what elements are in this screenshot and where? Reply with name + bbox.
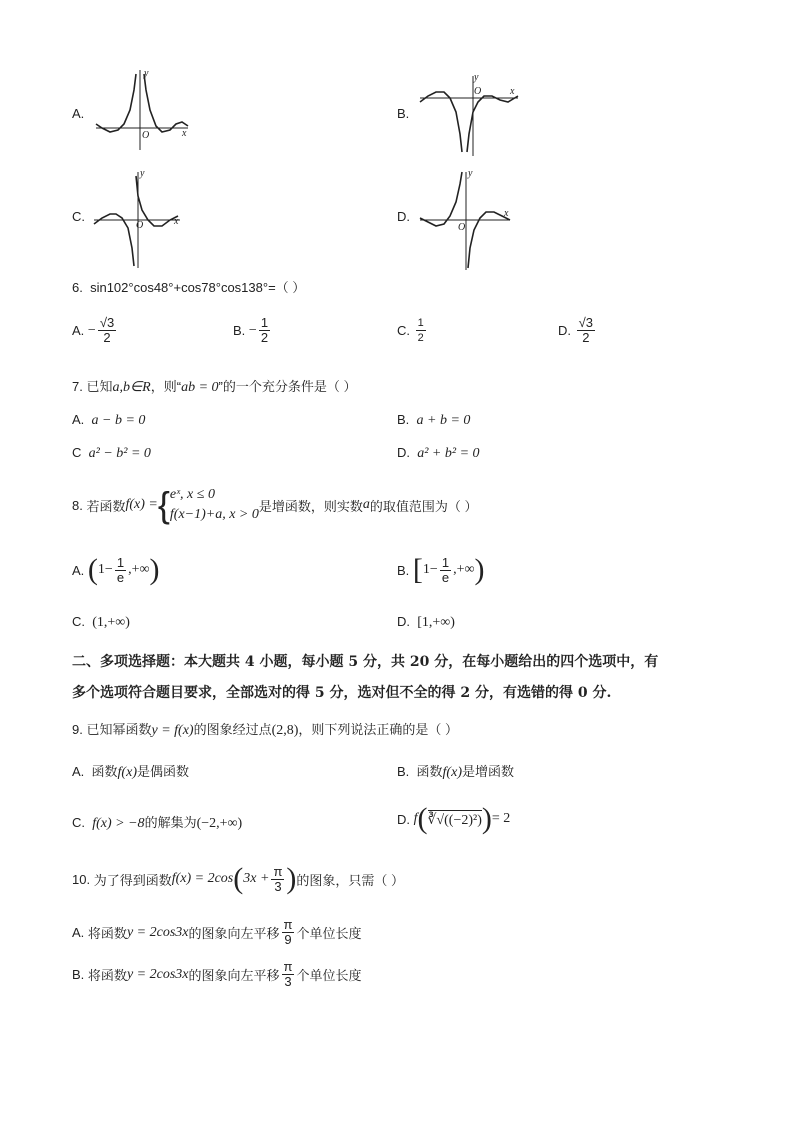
q10-stem-argument: 3x + [243,871,270,886]
q8-option-d-label: D. [397,614,410,629]
q7-option-c-text: a² − b² = 0 [88,446,151,461]
q9-option-d-label: D. [397,811,410,827]
q5-graph-a-x-label: x [182,128,187,139]
q10-option-a-numerator: π [283,917,293,932]
q6-stem-text: sin102°cos48°+cos78°cos138°=（ ） [90,280,306,295]
q7-stem-post: ”的一个充分条件是（ ） [218,379,357,394]
q8-option-a-label: A. [72,562,85,578]
q7-option-c-label: C [72,445,82,460]
q7-number: 7. [72,379,83,394]
q6-option-c-denominator: 2 [417,332,424,344]
q10-option-b-pre: 将函数 [87,968,127,983]
q5-graph-b-x-label: x [510,86,515,97]
q10-stem-pre: 为了得到函数 [93,872,172,888]
q10-stem-open-paren: ( [233,862,244,895]
q8-option-a-close-paren: ) [149,553,160,586]
q5-option-b-label[interactable]: B. [397,106,410,121]
q8-option-d-text: [1,+∞) [417,615,455,630]
q9-option-d-open-paren: ( [417,802,428,835]
q9-option-a[interactable] [72,761,189,781]
q9-option-b-post: 是增函数 [461,764,514,779]
q7-stem-mid: ，则“ [150,379,182,394]
q8-case-1: eˣ, x ≤ 0 [169,487,215,502]
q10-option-b-function: y = 2cos3x [126,966,189,982]
q9-option-d-post: = 2 [491,811,511,826]
q10-option-a-post: 个单位长度 [296,926,362,941]
q6-option-b-denominator: 2 [260,330,269,345]
q9-option-d-close-paren: ) [481,802,492,835]
q10-stem-function: f(x) = 2cos [171,871,234,886]
q5-option-d-label[interactable]: D. [397,209,410,224]
q8-option-d[interactable] [397,614,455,631]
q10-option-a[interactable] [72,918,362,947]
q7-option-b-label: B. [397,412,410,427]
q10-option-a-label: A. [72,925,85,940]
q6-stem [72,277,305,296]
q5-graph-c [92,168,187,268]
q9-option-a-label: A. [72,764,85,779]
q8-option-b-denominator: e [441,569,450,585]
q10-number: 10. [72,871,91,887]
q6-option-c-numerator: 1 [417,317,424,329]
q10-stem-post: 的图象，只需（ ） [296,872,405,888]
q10-option-b[interactable] [72,960,362,989]
q9-stem-mid: 的图象经过点 [193,722,272,737]
q5-graph-b-origin: O [474,86,482,97]
q5-graph-a-origin: O [142,130,150,141]
q9-stem-pre: 已知幂函数 [86,722,152,737]
q6-option-b-numerator: 1 [260,315,269,330]
q9-stem [72,719,458,739]
q5-graph-d-x-label: x [504,208,509,219]
q9-option-c-inequality: f(x) > −8 [92,816,145,831]
q8-stem-post: 是增函数，则实数 [258,498,363,514]
q8-variable: a [362,497,370,512]
q9-option-c-set: (−2,+∞) [196,816,243,831]
q6-option-b-label: B. [233,323,246,338]
q5-graph-d-y-label: y [468,168,473,179]
q10-option-a-pre: 将函数 [87,926,127,941]
q5-graph-a-y-label: y [144,68,149,79]
q6-option-d-label: D. [558,323,571,338]
q6-option-a-label: A. [72,323,85,338]
q8-option-b[interactable] [397,553,484,587]
q7-option-a-label: A. [72,412,85,427]
q9-number: 9. [72,722,83,737]
q10-option-a-function: y = 2cos3x [126,924,189,940]
q10-option-b-label: B. [72,967,85,982]
q6-option-b-sign: − [248,322,257,338]
q8-function: f(x) = [125,497,158,512]
q8-option-b-open-bracket: [ [412,553,423,586]
q8-stem-pre: 若函数 [86,498,126,514]
q8-option-a-denominator: e [116,569,125,585]
q7-stem-condition: ab = 0 [181,380,219,395]
q8-number: 8. [72,497,83,513]
q9-stem-point: (2,8) [271,723,299,738]
q9-option-c-mid: 的解集为 [144,815,197,830]
q9-option-a-pre: 函数 [91,764,118,779]
q6-option-a-denominator: 2 [103,330,111,345]
q9-stem-function: y = f(x) [151,723,194,738]
q9-option-b-pre: 函数 [416,764,443,779]
q8-option-b-close-paren: ) [474,553,485,586]
q7-option-c[interactable] [72,445,151,462]
q10-option-a-denominator: 9 [284,932,292,947]
q8-option-b-label: B. [397,562,410,578]
q6-option-c-label: C. [397,323,410,338]
q8-option-a[interactable] [72,553,159,587]
q8-brace: { [157,484,170,525]
q5-option-c-label[interactable]: C. [72,209,85,224]
q9-option-d[interactable] [397,802,510,836]
q9-stem-post: ，则下列说法正确的是（ ） [298,722,459,737]
q7-option-d[interactable] [397,445,480,462]
q5-graph-a [92,66,192,151]
q7-stem-math: a,b∈R [112,380,151,395]
q9-option-d-radical: ∛√((−2)²) [428,810,482,829]
q8-option-a-pre: 1− [97,562,113,577]
q5-graph-d [418,168,518,270]
q6-option-a-numerator: √3 [99,315,115,330]
q8-option-a-post: ,+∞ [128,562,150,577]
q7-option-b[interactable] [397,412,470,429]
q5-option-a-label[interactable]: A. [72,106,85,121]
q8-option-c[interactable] [72,614,130,631]
q6-option-d-denominator: 2 [582,330,590,345]
q7-option-a[interactable] [72,412,145,429]
q8-option-b-numerator: 1 [441,554,450,570]
q6-option-a-sign: − [87,322,96,338]
q6-option-d-numerator: √3 [578,315,593,330]
q5-graph-d-origin: O [458,222,466,233]
q9-option-b-function: f(x) [442,765,462,780]
section-2-heading-line-2: 多个选项符合题目要求，全部选对的得 5 分，选对但不全的得 2 分，有选错的得 0 分. [72,685,612,701]
q10-option-b-denominator: 3 [284,974,292,989]
q7-option-d-label: D. [397,445,410,460]
q9-option-a-function: f(x) [117,765,137,780]
q9-option-a-post: 是偶函数 [136,764,189,779]
q7-option-b-text: a + b = 0 [416,413,471,428]
q8-option-b-pre: 1− [422,562,438,577]
q7-option-a-text: a − b = 0 [91,413,146,428]
q9-option-c[interactable] [72,812,242,832]
q10-option-b-numerator: π [283,959,293,974]
q8-option-b-post: ,+∞ [453,562,475,577]
q5-graph-b [418,72,523,157]
q10-stem [72,862,404,896]
q9-option-d-function: f [413,811,418,826]
q8-option-a-open-paren: ( [87,553,98,586]
q10-stem-close-paren: ) [286,862,297,895]
q6-option-d[interactable] [558,316,597,345]
q10-stem-denominator: 3 [274,878,282,894]
q5-graph-c-y-label: y [140,168,145,179]
q8-stem [72,484,478,526]
q7-stem [72,376,356,396]
q8-option-c-text: (1,+∞) [92,615,130,630]
q10-option-b-mid: 的图象向左平移 [188,968,280,983]
q8-stem-end: 的取值范围为（ ） [369,498,478,514]
q6-option-a[interactable] [72,316,118,345]
section-2-heading-line-1: 二、多项选择题：本大题共 4 小题，每小题 5 分，共 20 分，在每小题给出的四个选项中，有 [72,654,659,670]
q8-option-c-label: C. [72,614,85,629]
q9-option-c-label: C. [72,815,85,830]
q5-graph-c-origin: O [136,220,144,231]
q6-number: 6. [72,280,83,295]
q10-option-a-mid: 的图象向左平移 [188,926,280,941]
q8-cases [170,485,259,525]
q9-option-b[interactable] [397,761,514,781]
q10-stem-numerator: π [273,863,283,879]
q6-option-b[interactable] [233,316,272,345]
q5-graph-c-x-label: x [174,216,179,227]
q7-stem-pre: 已知 [86,379,113,394]
q8-option-a-numerator: 1 [116,554,125,570]
q7-option-d-text: a² + b² = 0 [417,446,480,461]
q8-case-2: f(x−1)+a, x > 0 [169,507,259,522]
q5-graph-b-y-label: y [474,72,479,83]
q6-option-c[interactable] [397,316,428,345]
q9-option-b-label: B. [397,764,410,779]
q10-option-b-post: 个单位长度 [296,968,362,983]
